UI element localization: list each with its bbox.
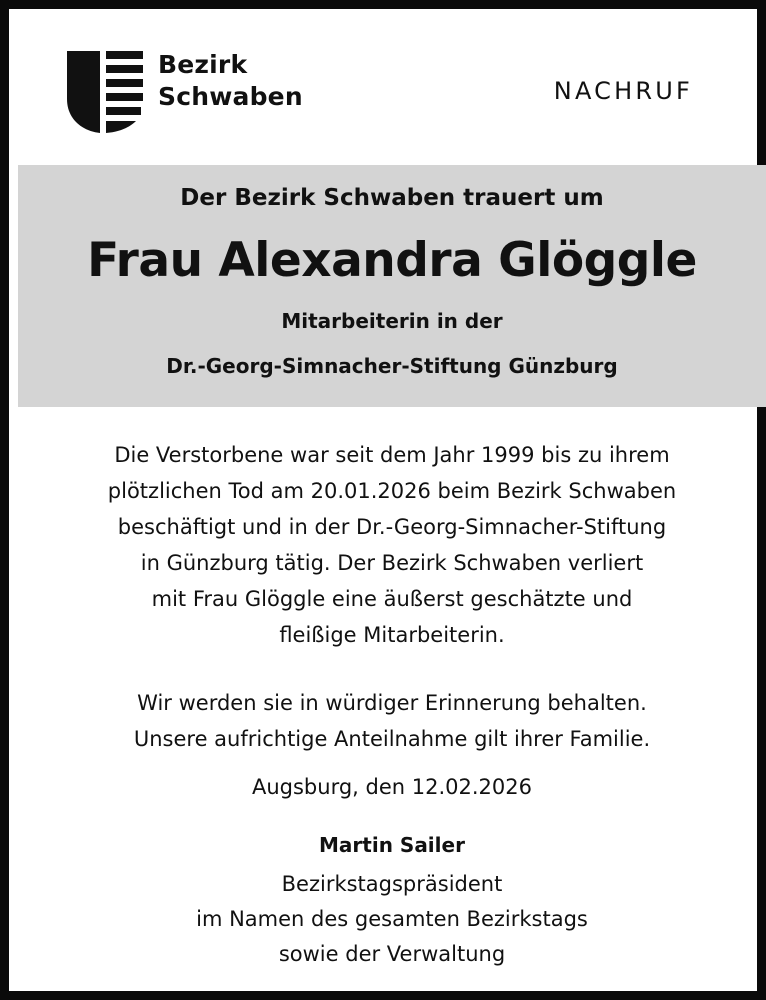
signatory-name: Martin Sailer xyxy=(319,833,465,857)
signatory-line: Bezirkstagspräsident xyxy=(281,872,503,896)
text-line: beschäftigt und in der Dr.-Georg-Simnacher-Stiftung xyxy=(117,515,667,539)
text-line: plötzlichen Tod am 20.01.2026 beim Bezirk Schwaben xyxy=(107,479,677,503)
signatory-line: sowie der Verwaltung xyxy=(278,942,506,966)
text-line: fleißige Mitarbeiterin. xyxy=(279,623,505,647)
notice-label: NACHRUF xyxy=(553,77,693,105)
logo-wordmark xyxy=(158,49,303,113)
logo-line-bezirk: Bezirk xyxy=(158,50,248,79)
logo-line-schwaben: Schwaben xyxy=(158,82,303,111)
text-line: mit Frau Glöggle eine äußerst geschätzte und xyxy=(151,587,633,611)
text-line: Die Verstorbene war seit dem Jahr 1999 bis zu ihrem xyxy=(114,443,670,467)
place-date: Augsburg, den 12.02.2026 xyxy=(251,775,532,799)
coat-of-arms-shield-icon xyxy=(66,49,144,135)
paragraph-condolence xyxy=(39,685,745,757)
signatory-line: im Namen des gesamten Bezirkstags xyxy=(196,907,588,931)
text-line: in Günzburg tätig. Der Bezirk Schwaben verliert xyxy=(140,551,644,575)
text-line: Unsere aufrichtige Anteilnahme gilt ihrer Familie. xyxy=(133,727,651,751)
text-line: Wir werden sie in würdiger Erinnerung behalten. xyxy=(137,691,647,715)
role-line-1: Mitarbeiterin in der xyxy=(281,309,503,333)
highlight-band xyxy=(18,165,766,407)
paragraph-tribute xyxy=(39,437,745,653)
signatory-title xyxy=(9,867,766,972)
deceased-name: Frau Alexandra Glöggle xyxy=(87,233,697,288)
role-line-2: Dr.-Georg-Simnacher-Stiftung Günzburg xyxy=(166,354,618,378)
band-intro: Der Bezirk Schwaben trauert um xyxy=(180,185,604,211)
